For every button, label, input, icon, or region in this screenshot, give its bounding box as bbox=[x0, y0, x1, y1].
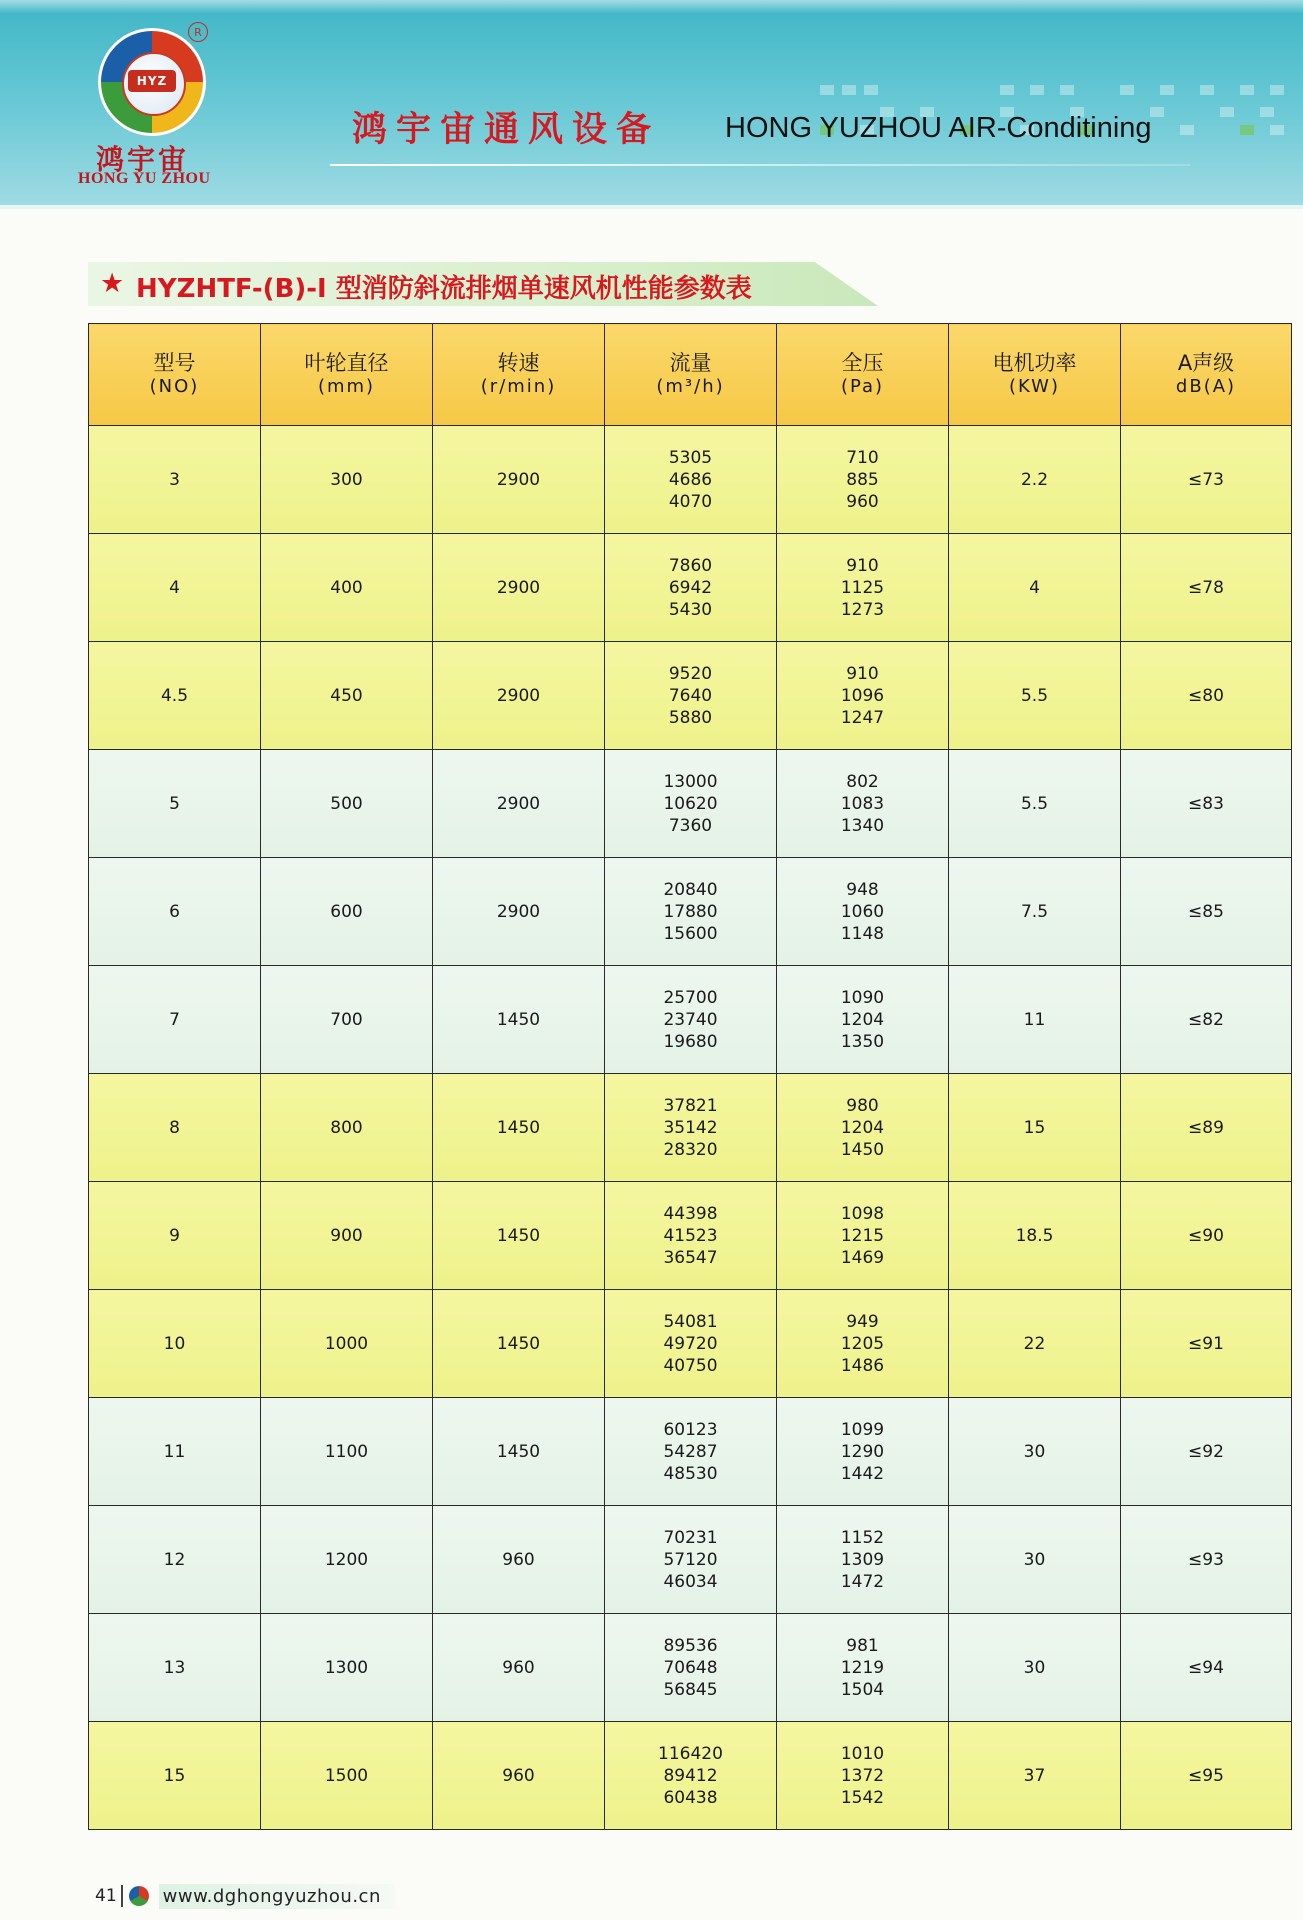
cell-total-pressure bbox=[777, 1398, 949, 1506]
cell-impeller-diameter: 450 bbox=[261, 642, 433, 750]
cell-airflow-value: 25700 bbox=[663, 987, 718, 1008]
cell-total-pressure-value: 1472 bbox=[840, 1571, 885, 1592]
cell-airflow bbox=[605, 1182, 777, 1290]
cell-airflow-value: 7360 bbox=[668, 815, 713, 836]
cell-model-no: 8 bbox=[89, 1074, 261, 1182]
column-header bbox=[433, 324, 605, 426]
column-label: A声级 bbox=[1177, 350, 1235, 375]
cell-model-no: 3 bbox=[89, 426, 261, 534]
cell-impeller-diameter: 900 bbox=[261, 1182, 433, 1290]
cell-total-pressure bbox=[777, 966, 949, 1074]
cell-total-pressure-value: 1083 bbox=[840, 793, 885, 814]
cell-airflow-value: 46034 bbox=[663, 1571, 718, 1592]
cell-total-pressure-value: 1090 bbox=[840, 987, 885, 1008]
performance-table bbox=[88, 323, 1292, 1830]
cell-speed: 2900 bbox=[433, 858, 605, 966]
cell-noise-level: ≤92 bbox=[1121, 1398, 1292, 1506]
cell-model-no: 13 bbox=[89, 1614, 261, 1722]
cell-total-pressure-value: 980 bbox=[846, 1095, 879, 1116]
cell-airflow-value: 6942 bbox=[668, 577, 713, 598]
cell-total-pressure-value: 1486 bbox=[840, 1355, 885, 1376]
cell-impeller-diameter: 1300 bbox=[261, 1614, 433, 1722]
cell-speed: 960 bbox=[433, 1506, 605, 1614]
cell-total-pressure-value: 910 bbox=[846, 663, 879, 684]
cell-airflow-value: 41523 bbox=[663, 1225, 718, 1246]
cell-airflow bbox=[605, 1074, 777, 1182]
cell-airflow-value: 7640 bbox=[668, 685, 713, 706]
cell-airflow-value: 89412 bbox=[663, 1765, 718, 1786]
cell-airflow-value: 28320 bbox=[663, 1139, 718, 1160]
cell-total-pressure-value: 802 bbox=[846, 771, 879, 792]
table-row bbox=[89, 1290, 1292, 1398]
cell-total-pressure-value: 1372 bbox=[840, 1765, 885, 1786]
column-header bbox=[777, 324, 949, 426]
cell-airflow bbox=[605, 1398, 777, 1506]
cell-impeller-diameter: 300 bbox=[261, 426, 433, 534]
table-row bbox=[89, 1074, 1292, 1182]
table-row bbox=[89, 966, 1292, 1074]
cell-total-pressure-value: 1152 bbox=[840, 1527, 885, 1548]
table-row bbox=[89, 534, 1292, 642]
cell-airflow-value: 49720 bbox=[663, 1333, 718, 1354]
cell-motor-power: 5.5 bbox=[949, 642, 1121, 750]
cell-noise-level: ≤80 bbox=[1121, 642, 1292, 750]
cell-noise-level: ≤90 bbox=[1121, 1182, 1292, 1290]
cell-model-no: 7 bbox=[89, 966, 261, 1074]
cell-noise-level: ≤73 bbox=[1121, 426, 1292, 534]
cell-noise-level: ≤89 bbox=[1121, 1074, 1292, 1182]
cell-noise-level: ≤95 bbox=[1121, 1722, 1292, 1830]
cell-airflow bbox=[605, 642, 777, 750]
cell-model-no: 9 bbox=[89, 1182, 261, 1290]
cell-total-pressure-value: 1060 bbox=[840, 901, 885, 922]
cell-model-no: 10 bbox=[89, 1290, 261, 1398]
table-row bbox=[89, 858, 1292, 966]
cell-total-pressure-value: 1099 bbox=[840, 1419, 885, 1440]
cell-total-pressure bbox=[777, 1614, 949, 1722]
column-header bbox=[949, 324, 1121, 426]
cell-motor-power: 7.5 bbox=[949, 858, 1121, 966]
cell-impeller-diameter: 400 bbox=[261, 534, 433, 642]
decorative-square bbox=[1270, 85, 1284, 95]
cell-noise-level: ≤85 bbox=[1121, 858, 1292, 966]
cell-total-pressure-value: 981 bbox=[846, 1635, 879, 1656]
cell-motor-power: 30 bbox=[949, 1506, 1121, 1614]
cell-total-pressure-value: 1542 bbox=[840, 1787, 885, 1808]
cell-airflow-value: 44398 bbox=[663, 1203, 718, 1224]
column-unit: (Pa) bbox=[840, 375, 885, 397]
cell-total-pressure-value: 1010 bbox=[840, 1743, 885, 1764]
cell-speed: 1450 bbox=[433, 1182, 605, 1290]
cell-airflow-value: 89536 bbox=[663, 1635, 718, 1656]
cell-total-pressure-value: 960 bbox=[846, 491, 879, 512]
cell-total-pressure bbox=[777, 534, 949, 642]
cell-motor-power: 22 bbox=[949, 1290, 1121, 1398]
cell-airflow-value: 56845 bbox=[663, 1679, 718, 1700]
decorative-square bbox=[1270, 125, 1284, 135]
cell-speed: 2900 bbox=[433, 642, 605, 750]
cell-total-pressure-value: 1469 bbox=[840, 1247, 885, 1268]
brand-title-english: HONG YUZHOU AIR-Conditining bbox=[725, 112, 1152, 144]
cell-impeller-diameter: 1000 bbox=[261, 1290, 433, 1398]
table-row bbox=[89, 1506, 1292, 1614]
cell-airflow bbox=[605, 1614, 777, 1722]
column-header bbox=[89, 324, 261, 426]
cell-model-no: 4 bbox=[89, 534, 261, 642]
cell-airflow-value: 70231 bbox=[663, 1527, 718, 1548]
cell-impeller-diameter: 1500 bbox=[261, 1722, 433, 1830]
decorative-square bbox=[1060, 85, 1074, 95]
cell-impeller-diameter: 500 bbox=[261, 750, 433, 858]
cell-airflow-value: 15600 bbox=[663, 923, 718, 944]
cell-total-pressure-value: 1219 bbox=[840, 1657, 885, 1678]
column-header bbox=[261, 324, 433, 426]
cell-speed: 960 bbox=[433, 1614, 605, 1722]
decorative-square bbox=[1220, 107, 1234, 117]
cell-total-pressure bbox=[777, 1290, 949, 1398]
cell-airflow-value: 54287 bbox=[663, 1441, 718, 1462]
cell-impeller-diameter: 800 bbox=[261, 1074, 433, 1182]
cell-airflow-value: 4070 bbox=[668, 491, 713, 512]
cell-impeller-diameter: 1100 bbox=[261, 1398, 433, 1506]
cell-airflow-value: 7860 bbox=[668, 555, 713, 576]
cell-impeller-diameter: 600 bbox=[261, 858, 433, 966]
cell-motor-power: 18.5 bbox=[949, 1182, 1121, 1290]
cell-total-pressure-value: 1350 bbox=[840, 1031, 885, 1052]
cell-airflow-value: 60123 bbox=[663, 1419, 718, 1440]
decorative-square bbox=[820, 85, 834, 95]
decorative-square bbox=[1180, 125, 1194, 135]
column-label: 转速 bbox=[497, 350, 540, 375]
star-icon: ★ bbox=[100, 268, 125, 299]
cell-total-pressure-value: 1098 bbox=[840, 1203, 885, 1224]
cell-noise-level: ≤93 bbox=[1121, 1506, 1292, 1614]
column-unit: (mm) bbox=[317, 375, 376, 397]
cell-model-no: 12 bbox=[89, 1506, 261, 1614]
cell-model-no: 5 bbox=[89, 750, 261, 858]
cell-speed: 1450 bbox=[433, 1398, 605, 1506]
brand-title-chinese: 鸿宇宙通风设备 bbox=[352, 110, 661, 150]
table-row bbox=[89, 1614, 1292, 1722]
cell-airflow-value: 35142 bbox=[663, 1117, 718, 1138]
cell-total-pressure-value: 1125 bbox=[840, 577, 885, 598]
cell-airflow bbox=[605, 966, 777, 1074]
cell-airflow-value: 20840 bbox=[663, 879, 718, 900]
cell-total-pressure-value: 885 bbox=[846, 469, 879, 490]
cell-airflow-value: 36547 bbox=[663, 1247, 718, 1268]
decorative-square bbox=[1160, 85, 1174, 95]
table-row bbox=[89, 1182, 1292, 1290]
table-row bbox=[89, 1722, 1292, 1830]
logo-badge: HYZ bbox=[128, 70, 176, 92]
decorative-square bbox=[842, 85, 856, 95]
cell-airflow bbox=[605, 858, 777, 966]
cell-airflow-value: 23740 bbox=[663, 1009, 718, 1030]
registered-mark-icon: R bbox=[188, 22, 208, 42]
table-header-row bbox=[89, 324, 1292, 426]
cell-airflow bbox=[605, 534, 777, 642]
cell-total-pressure-value: 710 bbox=[846, 447, 879, 468]
cell-impeller-diameter: 1200 bbox=[261, 1506, 433, 1614]
cell-total-pressure-value: 1148 bbox=[840, 923, 885, 944]
cell-total-pressure-value: 1273 bbox=[840, 599, 885, 620]
cell-airflow bbox=[605, 426, 777, 534]
cell-airflow-value: 13000 bbox=[663, 771, 718, 792]
cell-noise-level: ≤82 bbox=[1121, 966, 1292, 1074]
cell-airflow bbox=[605, 1506, 777, 1614]
cell-noise-level: ≤91 bbox=[1121, 1290, 1292, 1398]
decorative-square bbox=[1260, 107, 1274, 117]
cell-total-pressure bbox=[777, 1074, 949, 1182]
column-label: 叶轮直径 bbox=[304, 350, 389, 375]
cell-motor-power: 30 bbox=[949, 1614, 1121, 1722]
cell-speed: 1450 bbox=[433, 966, 605, 1074]
cell-speed: 2900 bbox=[433, 534, 605, 642]
cell-total-pressure-value: 1215 bbox=[840, 1225, 885, 1246]
column-label: 全压 bbox=[841, 350, 884, 375]
cell-total-pressure bbox=[777, 750, 949, 858]
website-logo-icon bbox=[129, 1886, 149, 1906]
column-unit: (m³/h) bbox=[656, 375, 725, 397]
column-label: 流量 bbox=[669, 350, 712, 375]
decorative-square bbox=[1000, 85, 1014, 95]
cell-total-pressure-value: 1504 bbox=[840, 1679, 885, 1700]
logo-english-name: HONG YU ZHOU bbox=[78, 170, 211, 187]
cell-speed: 2900 bbox=[433, 750, 605, 858]
brand-underline bbox=[330, 164, 1190, 166]
table-row bbox=[89, 642, 1292, 750]
cell-model-no: 6 bbox=[89, 858, 261, 966]
cell-total-pressure-value: 910 bbox=[846, 555, 879, 576]
cell-airflow-value: 5430 bbox=[668, 599, 713, 620]
column-header bbox=[605, 324, 777, 426]
company-logo bbox=[78, 20, 238, 190]
cell-total-pressure bbox=[777, 1506, 949, 1614]
cell-total-pressure bbox=[777, 1182, 949, 1290]
cell-total-pressure-value: 1442 bbox=[840, 1463, 885, 1484]
decorative-square bbox=[864, 85, 878, 95]
website-url[interactable]: www.dghongyuzhou.cn bbox=[159, 1884, 395, 1909]
cell-motor-power: 15 bbox=[949, 1074, 1121, 1182]
section-title: HYZHTF-(B)-I 型消防斜流排烟单速风机性能参数表 bbox=[136, 274, 752, 304]
column-label: 型号 bbox=[153, 350, 196, 375]
cell-impeller-diameter: 700 bbox=[261, 966, 433, 1074]
decorative-square bbox=[1240, 125, 1254, 135]
cell-airflow-value: 19680 bbox=[663, 1031, 718, 1052]
cell-airflow-value: 57120 bbox=[663, 1549, 718, 1570]
cell-airflow-value: 5305 bbox=[668, 447, 713, 468]
cell-total-pressure-value: 949 bbox=[846, 1311, 879, 1332]
cell-total-pressure-value: 948 bbox=[846, 879, 879, 900]
footer bbox=[95, 1882, 395, 1910]
cell-motor-power: 11 bbox=[949, 966, 1121, 1074]
cell-airflow-value: 9520 bbox=[668, 663, 713, 684]
column-unit: (KW) bbox=[1008, 375, 1060, 397]
cell-motor-power: 2.2 bbox=[949, 426, 1121, 534]
cell-noise-level: ≤83 bbox=[1121, 750, 1292, 858]
cell-motor-power: 5.5 bbox=[949, 750, 1121, 858]
cell-total-pressure-value: 1309 bbox=[840, 1549, 885, 1570]
cell-speed: 1450 bbox=[433, 1290, 605, 1398]
cell-speed: 2900 bbox=[433, 426, 605, 534]
cell-motor-power: 37 bbox=[949, 1722, 1121, 1830]
cell-total-pressure-value: 1247 bbox=[840, 707, 885, 728]
logo-chinese-name: 鸿宇宙 bbox=[96, 143, 190, 176]
table-row bbox=[89, 426, 1292, 534]
cell-airflow-value: 17880 bbox=[663, 901, 718, 922]
cell-airflow bbox=[605, 1290, 777, 1398]
cell-total-pressure-value: 1096 bbox=[840, 685, 885, 706]
cell-airflow-value: 4686 bbox=[668, 469, 713, 490]
cell-total-pressure bbox=[777, 858, 949, 966]
page-number: 41 bbox=[95, 1886, 117, 1906]
cell-airflow bbox=[605, 1722, 777, 1830]
cell-airflow-value: 37821 bbox=[663, 1095, 718, 1116]
column-unit: (NO) bbox=[149, 375, 200, 397]
decorative-square bbox=[1240, 85, 1254, 95]
cell-speed: 1450 bbox=[433, 1074, 605, 1182]
cell-model-no: 15 bbox=[89, 1722, 261, 1830]
cell-airflow-value: 48530 bbox=[663, 1463, 718, 1484]
cell-motor-power: 4 bbox=[949, 534, 1121, 642]
cell-model-no: 11 bbox=[89, 1398, 261, 1506]
cell-noise-level: ≤94 bbox=[1121, 1614, 1292, 1722]
cell-airflow-value: 70648 bbox=[663, 1657, 718, 1678]
cell-total-pressure-value: 1290 bbox=[840, 1441, 885, 1462]
cell-noise-level: ≤78 bbox=[1121, 534, 1292, 642]
column-unit: (r/min) bbox=[480, 375, 557, 397]
page-divider bbox=[121, 1885, 123, 1907]
cell-motor-power: 30 bbox=[949, 1398, 1121, 1506]
decorative-square bbox=[1120, 85, 1134, 95]
table-row bbox=[89, 1398, 1292, 1506]
cell-total-pressure bbox=[777, 426, 949, 534]
cell-total-pressure bbox=[777, 1722, 949, 1830]
table-body bbox=[89, 426, 1292, 1830]
cell-airflow-value: 60438 bbox=[663, 1787, 718, 1808]
cell-total-pressure bbox=[777, 642, 949, 750]
cell-speed: 960 bbox=[433, 1722, 605, 1830]
cell-airflow-value: 10620 bbox=[663, 793, 718, 814]
column-header bbox=[1121, 324, 1292, 426]
table-row bbox=[89, 750, 1292, 858]
cell-total-pressure-value: 1450 bbox=[840, 1139, 885, 1160]
cell-airflow-value: 54081 bbox=[663, 1311, 718, 1332]
cell-total-pressure-value: 1204 bbox=[840, 1117, 885, 1138]
cell-total-pressure-value: 1340 bbox=[840, 815, 885, 836]
cell-airflow-value: 116420 bbox=[658, 1743, 723, 1764]
decorative-square bbox=[1030, 85, 1044, 95]
cell-total-pressure-value: 1205 bbox=[840, 1333, 885, 1354]
cell-airflow-value: 5880 bbox=[668, 707, 713, 728]
cell-model-no: 4.5 bbox=[89, 642, 261, 750]
cell-total-pressure-value: 1204 bbox=[840, 1009, 885, 1030]
cell-airflow-value: 40750 bbox=[663, 1355, 718, 1376]
column-label: 电机功率 bbox=[992, 350, 1077, 375]
cell-airflow bbox=[605, 750, 777, 858]
column-unit: dB(A) bbox=[1175, 375, 1237, 397]
decorative-square bbox=[1150, 107, 1164, 117]
decorative-square bbox=[1200, 85, 1214, 95]
